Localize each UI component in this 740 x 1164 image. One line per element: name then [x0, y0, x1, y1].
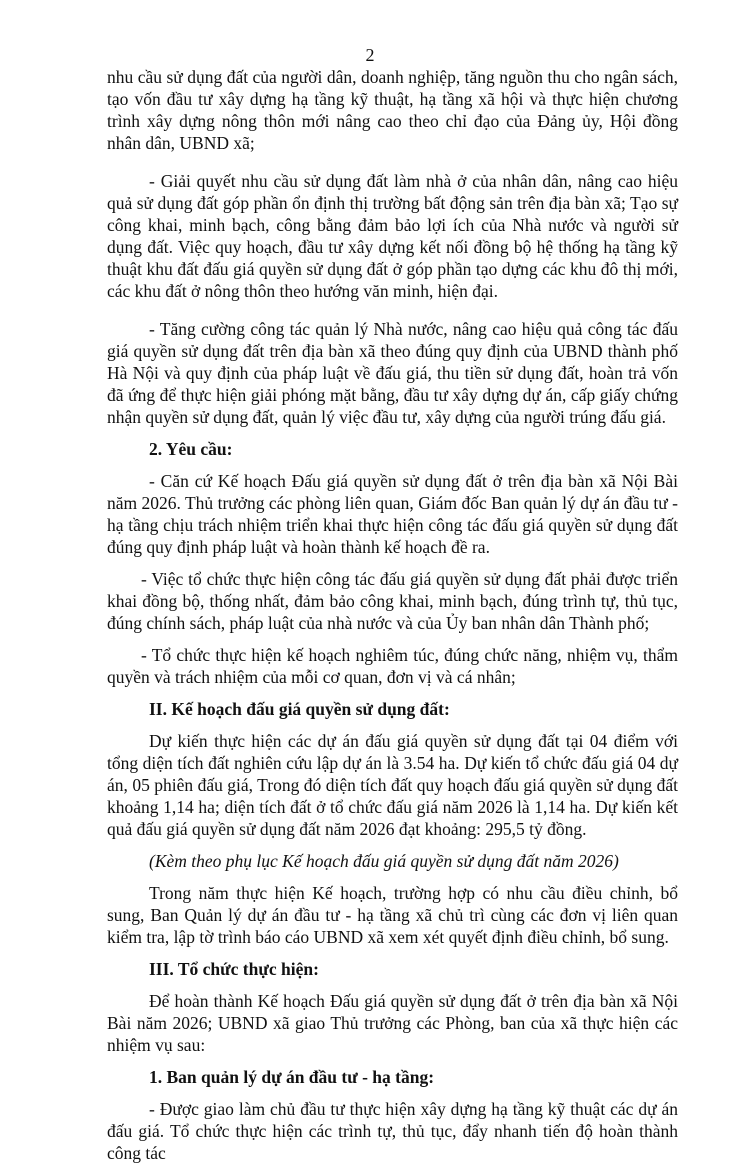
paragraph: nhu cầu sử dụng đất của người dân, doanh nghiệp, tăng nguồn thu cho ngân sách, tạo vốn đầu tư xây dựng hạ tầng kỹ thuật, hạ tầng xã hội và thực hiện chương trình xây dựng nông thôn mới nâng cao theo chỉ đạo của Đảng ủy, Hội đồng nhân dân, UBND xã; [107, 67, 678, 153]
section-heading: III. Tổ chức thực hiện: [149, 959, 319, 979]
paragraph: Để hoàn thành Kế hoạch Đấu giá quyền sử dụng đất ở trên địa bàn xã Nội Bài năm 2026; UBND xã giao Thủ trưởng các Phòng, ban của xã thực hiện các nhiệm vụ sau: [107, 991, 678, 1055]
paragraph: - Được giao làm chủ đầu tư thực hiện xây dựng hạ tầng kỹ thuật các dự án đấu giá. Tổ chức thực hiện các trình tự, thủ tục, đẩy nhanh tiến độ hoàn thành công tác [107, 1099, 678, 1163]
paragraph: - Việc tổ chức thực hiện công tác đấu giá quyền sử dụng đất phải được triển khai đồng bộ, thống nhất, đảm bảo công khai, minh bạch, đúng trình tự, thủ tục, đúng chính sách, pháp luật của nhà nước và của Ủy ban nhân dân Thành phố; [107, 569, 678, 633]
paragraph: - Giải quyết nhu cầu sử dụng đất làm nhà ở của nhân dân, nâng cao hiệu quả sử dụng đất góp phần ổn định thị trường bất động sản trên địa bàn xã; Tạo sự công khai, minh bạch, công bằng đảm bảo lợi ích của Nhà nước và người sử dụng đất. Việc quy hoạch, đầu tư xây dựng kết nối đồng bộ hệ thống hạ tầng kỹ thuật khu đất đấu giá quyền sử dụng đất ở góp phần tạo dựng các khu đô thị mới, các khu đất ở nông thôn theo hướng văn minh, hiện đại. [107, 171, 678, 301]
document-body [107, 66, 678, 1164]
paragraph: Dự kiến thực hiện các dự án đấu giá quyền sử dụng đất tại 04 điểm với tổng diện tích đất nghiên cứu lập dự án là 3.54 ha. Dự kiến tổ chức đấu giá 04 dự án, 05 phiên đấu giá, Trong đó diện tích đất quy hoạch đấu giá quyền sử dụng đất khoảng 1,14 ha; diện tích đất ở tổ chức đấu giá năm 2026 là 1,14 ha. Dự kiến kết quả đấu giá quyền sử dụng đất năm 2026 đạt khoảng: 295,5 tỷ đồng. [107, 731, 678, 839]
section-heading: 2. Yêu cầu: [149, 439, 233, 459]
paragraph: - Tăng cường công tác quản lý Nhà nước, nâng cao hiệu quả công tác đấu giá quyền sử dụng đất trên địa bàn xã theo đúng quy định của UBND thành phố Hà Nội và quy định của pháp luật về đấu giá, thu tiền sử dụng đất, hoàn trả vốn đã ứng để thực hiện giải phóng mặt bằng, đầu tư xây dựng dự án, cấp giấy chứng nhận quyền sử dụng đất, quản lý việc đầu tư, xây dựng của người trúng đấu giá. [107, 319, 678, 427]
section-heading: II. Kế hoạch đấu giá quyền sử dụng đất: [149, 699, 450, 719]
page-number: 2 [365, 45, 375, 65]
paragraph: Trong năm thực hiện Kế hoạch, trường hợp có nhu cầu điều chỉnh, bổ sung, Ban Quản lý dự án đầu tư - hạ tầng xã chủ trì cùng các đơn vị liên quan kiểm tra, lập tờ trình báo cáo UBND xã xem xét quyết định điều chỉnh, bổ sung. [107, 883, 678, 947]
paragraph: - Căn cứ Kế hoạch Đấu giá quyền sử dụng đất ở trên địa bàn xã Nội Bài năm 2026. Thủ trưởng các phòng liên quan, Giám đốc Ban quản lý dự án đầu tư - hạ tầng chịu trách nhiệm triển khai thực hiện công tác đấu giá quyền sử dụng đất đúng quy định pháp luật và hoàn thành kế hoạch đề ra. [107, 471, 678, 557]
section-heading: 1. Ban quản lý dự án đầu tư - hạ tầng: [149, 1067, 435, 1087]
appendix-note: (Kèm theo phụ lục Kế hoạch đấu giá quyền sử dụng đất năm 2026) [149, 851, 619, 871]
paragraph: - Tổ chức thực hiện kế hoạch nghiêm túc, đúng chức năng, nhiệm vụ, thẩm quyền và trách nhiệm của mỗi cơ quan, đơn vị và cá nhân; [107, 645, 678, 687]
